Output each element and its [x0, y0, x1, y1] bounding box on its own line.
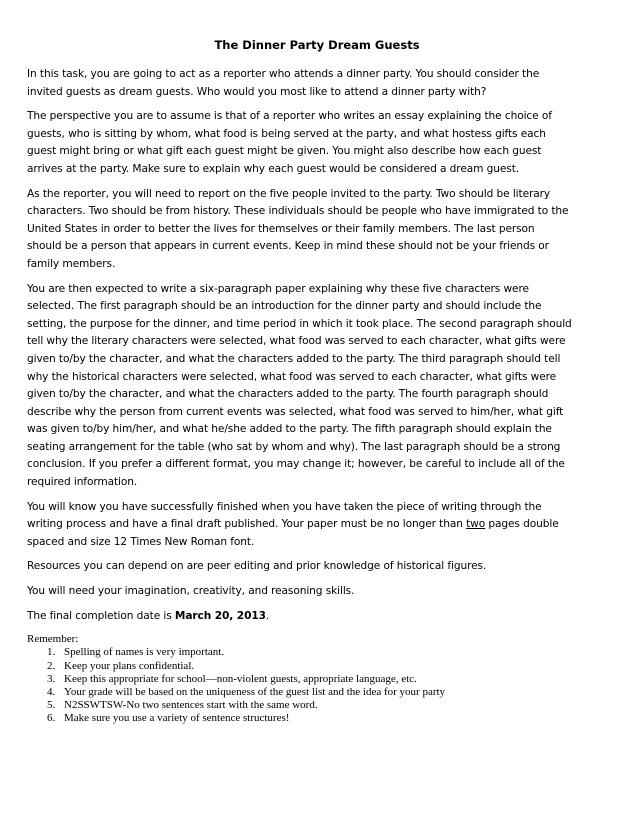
document-page — [27, 38, 607, 726]
paragraph-skills — [27, 583, 607, 601]
text-line: selected. The first paragraph should be an introduction for the dinner party and should include the — [27, 300, 542, 313]
text-line: characters. Two should be from history. These individuals should be people who have immigrated to the — [27, 205, 569, 218]
text-line — [27, 516, 607, 534]
text-line: seating arrangement for the table (who sat by whom and why). The last paragraph should be a strong — [27, 440, 561, 453]
remember-heading: Remember: — [27, 633, 79, 646]
text-line: given to/by the character, and what the characters added to the party. The fourth paragraph should — [27, 388, 549, 401]
text-line: You will need your imagination, creativity, and reasoning skills. — [27, 585, 355, 598]
text-line: Resources you can depend on are peer editing and prior knowledge of historical figures. — [27, 560, 487, 573]
text-line: invited guests as dream guests. Who would you most like to attend a dinner party with? — [27, 85, 487, 98]
list-item: 2. Keep your plans confidential. — [58, 660, 607, 673]
text-line: was given to/by him/her, and what he/she added to the party. The fifth paragraph should explain the — [27, 423, 552, 436]
text-line: As the reporter, you will need to report on the five people invited to the party. Two should be literary — [27, 187, 551, 200]
text-span: writing process and have a final draft published. Your paper must be no longer than — [27, 518, 467, 531]
paragraph-resources — [27, 558, 607, 576]
text-span: pages double — [485, 518, 559, 531]
list-item: 4. Your grade will be based on the uniqueness of the guest list and the idea for your party — [58, 686, 607, 699]
paragraph-guests — [27, 186, 607, 274]
underlined-word: two — [466, 518, 486, 531]
paragraph-completion-criteria — [27, 499, 607, 552]
list-item: 3. Keep this appropriate for school—non-violent guests, appropriate language, etc. — [58, 673, 607, 686]
remember-list — [27, 646, 607, 725]
document-title: The Dinner Party Dream Guests — [214, 38, 420, 52]
text-line: The perspective you are to assume is that of a reporter who writes an essay explaining the choice of — [27, 110, 552, 123]
text-line: should be a person that appears in current events. Keep in mind these should not be your friends or — [27, 240, 549, 253]
text-line: You will know you have successfully finished when you have taken the piece of writing through the — [27, 500, 542, 513]
paragraph-task-intro — [27, 66, 607, 101]
text-line: why the historical characters were selected, what food was served to each character, what gifts were — [27, 370, 557, 383]
text-line: given to/by the character, and what the characters added to the party. The third paragraph should tell — [27, 352, 561, 365]
text-line: In this task, you are going to act as a reporter who attends a dinner party. You should consider the — [27, 68, 540, 80]
remember-section — [27, 633, 607, 725]
text-line: setting, the purpose for the dinner, and time period in which it took place. The second paragraph should — [27, 317, 572, 330]
text-line: guests, who is sitting by whom, what food is being served at the party, and what hostess gifts each — [27, 127, 546, 140]
paragraph-paper-structure — [27, 281, 607, 492]
list-item: 5. N2SSWTSW-No two sentences start with the same word. — [58, 699, 607, 712]
text-span: The final completion date is — [27, 609, 175, 622]
text-line: arrives at the party. Make sure to explain why each guest would be considered a dream guest. — [27, 162, 520, 175]
text-line: conclusion. If you prefer a different format, you may change it; however, be careful to include all of the — [27, 458, 565, 471]
text-line — [27, 608, 607, 626]
text-span: . — [265, 609, 270, 622]
text-line: United States in order to better the lives for themselves or their family members. The last person — [27, 222, 535, 235]
text-line: guest might bring or what gift each guest might be given. You might also describe how each guest — [27, 145, 542, 158]
paragraph-due-date — [27, 608, 607, 626]
text-line: required information. — [27, 476, 138, 489]
text-line: You are then expected to write a six-paragraph paper explaining why these five characters were — [27, 282, 529, 295]
text-line: family members. — [27, 257, 116, 270]
list-item: 1. Spelling of names is very important. — [58, 646, 607, 659]
text-line: describe why the person from current events was selected, what food was served to him/her, what gift — [27, 405, 564, 418]
text-line: spaced and size 12 Times New Roman font. — [27, 535, 255, 548]
text-line: tell why the literary characters were selected, what food was served to each character, what gifts were — [27, 335, 566, 348]
due-date: March 20, 2013 — [174, 609, 266, 622]
paragraph-perspective — [27, 108, 607, 178]
list-item: 6. Make sure you use a variety of sentence structures! — [58, 712, 607, 725]
